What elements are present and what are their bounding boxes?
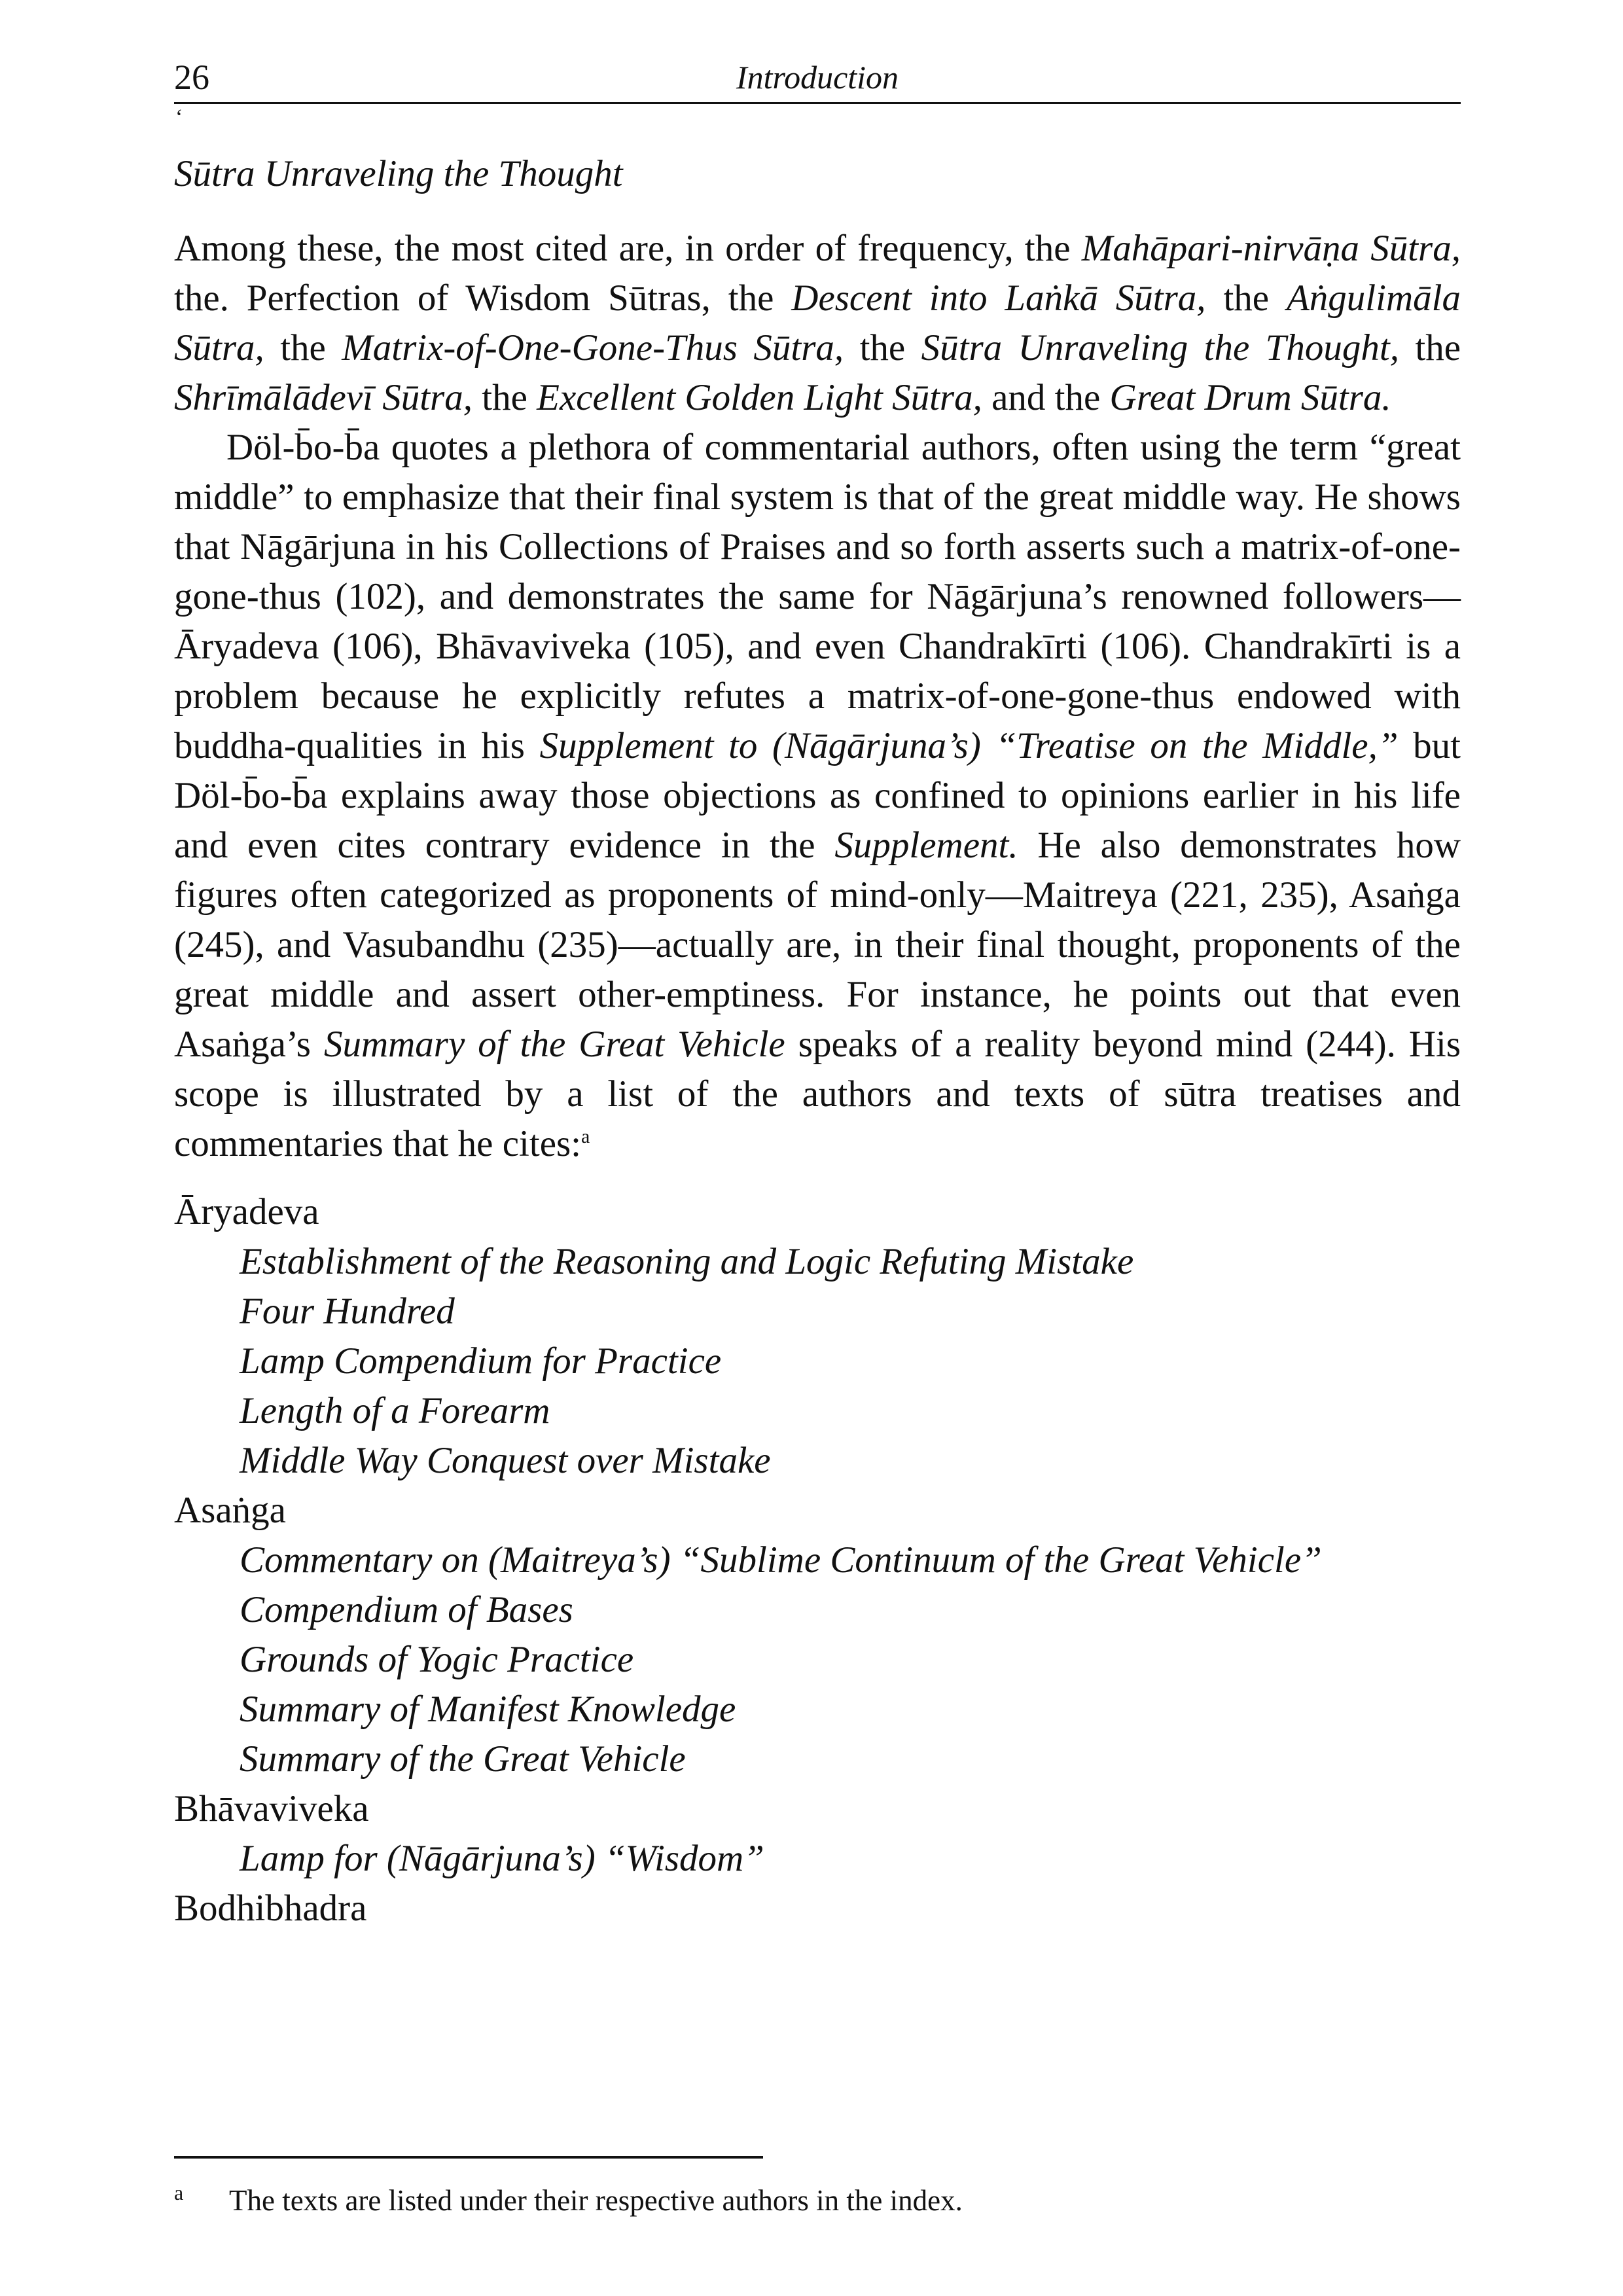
text-run: Among these, the most cited are, in order of frequency, the — [174, 228, 1082, 269]
work-title: Summary of the Great Vehicle — [240, 1738, 686, 1780]
work-title: Middle Way Conquest over Mistake — [240, 1440, 771, 1481]
text-run: speaks of a reality beyond mind (244). His scope is illustrated by a list of the authors and texts of sūtra treatises and commentaries that he cites: — [174, 1024, 1461, 1164]
sutra-title: Shrīmālādevī Sūtra, — [174, 377, 473, 418]
text-run: Döl-b̄o-b̄a quotes a plethora of commentarial authors, often using the term “great middle” to emphasize that their final system is that of the great middle way. He shows that Nāgārjuna in his Collections of Praises and so forth asserts such a matrix-of-one-gone-thus (102), and demonstrates the same for Nāgārjuna’s renowned followers—Āryadeva (106), Bhāvaviveka (105), and even Chandrakīrti (106). Chandrakīrti is a problem because he explicitly refutes a matrix-of-one-gone-thus endowed with buddha-qualities in his — [174, 427, 1461, 766]
sutra-title: Aṅgulimāla Sūtra, — [174, 278, 1461, 368]
author-name: Asaṅga — [174, 1490, 286, 1531]
text-run: the — [472, 377, 537, 418]
text-run: He also demonstrates how figures often categorized as proponents of mind-only—Maitreya (221, 235), Asaṅga (245), and Vasubandhu (235)—actually are, in their final thought, proponents of the great middle and assert other-emptiness. For instance, he points out that even Asaṅga’s — [174, 825, 1461, 1065]
paragraph-sutras — [174, 224, 1461, 423]
sutra-title: Mahāpari-nirvāṇa Sūtra, — [1081, 228, 1461, 269]
text-run: the — [844, 327, 921, 368]
author-name: Bodhibhadra — [174, 1888, 367, 1929]
author-name: Bhāvaviveka — [174, 1788, 369, 1829]
page-number: 26 — [174, 58, 209, 97]
sutra-title: Matrix-of-One-Gone-Thus Sūtra, — [342, 327, 844, 368]
work-title: Length of a Forearm — [240, 1390, 550, 1431]
author-name: Āryadeva — [174, 1191, 319, 1232]
body-text — [174, 149, 1461, 1933]
text-run: the — [1205, 278, 1287, 319]
work-title: Supplement to (Nāgārjuna’s) “Treatise on the Middle,” — [539, 725, 1399, 766]
text-run: but Döl-b̄o-b̄a explains away those objections as confined to opinions earlier in his life and even cites contrary evidence in the — [174, 725, 1461, 866]
paragraph-commentators — [174, 423, 1461, 1169]
running-head: Introduction — [736, 59, 899, 96]
work-title: Summary of Manifest Knowledge — [240, 1689, 736, 1730]
work-title: Grounds of Yogic Practice — [240, 1639, 634, 1680]
work-title: Commentary on (Maitreya’s) “Sublime Continuum of the Great Vehicle” — [240, 1539, 1322, 1581]
sutra-title: Great Drum Sūtra. — [1109, 377, 1391, 418]
footnote-reference[interactable]: a — [581, 1126, 590, 1147]
header-rule — [174, 102, 1461, 104]
sutra-title: Excellent Golden Light Sūtra, — [537, 377, 982, 418]
sutra-title: Sūtra Unraveling the Thought, — [921, 327, 1399, 368]
work-title: Compendium of Bases — [240, 1589, 573, 1630]
footnote-rule — [174, 2156, 763, 2159]
stray-mark: ‘ — [175, 105, 183, 130]
footnote: a The texts are listed under their respective authors in the index. — [174, 2181, 963, 2217]
work-title: Four Hundred — [240, 1291, 455, 1332]
page-header — [174, 51, 1461, 103]
text-run: the — [1399, 327, 1461, 368]
work-title: Lamp for (Nāgārjuna’s) “Wisdom” — [240, 1838, 764, 1879]
text-run: the. Perfection of Wisdom Sūtras, the — [174, 278, 792, 319]
text-run: and the — [982, 377, 1110, 418]
continued-title-fragment: Sūtra Unraveling the Thought — [174, 153, 623, 194]
text-run: the — [264, 327, 342, 368]
footnote-text: The texts are listed under their respective authors in the index. — [229, 2184, 963, 2217]
sutra-title: Descent into Laṅkā Sūtra, — [791, 278, 1206, 319]
work-title: Summary of the Great Vehicle — [323, 1024, 785, 1065]
work-title: Establishment of the Reasoning and Logic Refuting Mistake — [240, 1241, 1134, 1282]
work-title: Supplement. — [834, 825, 1018, 866]
author-list — [174, 1187, 1461, 1933]
work-title: Lamp Compendium for Practice — [240, 1340, 722, 1382]
